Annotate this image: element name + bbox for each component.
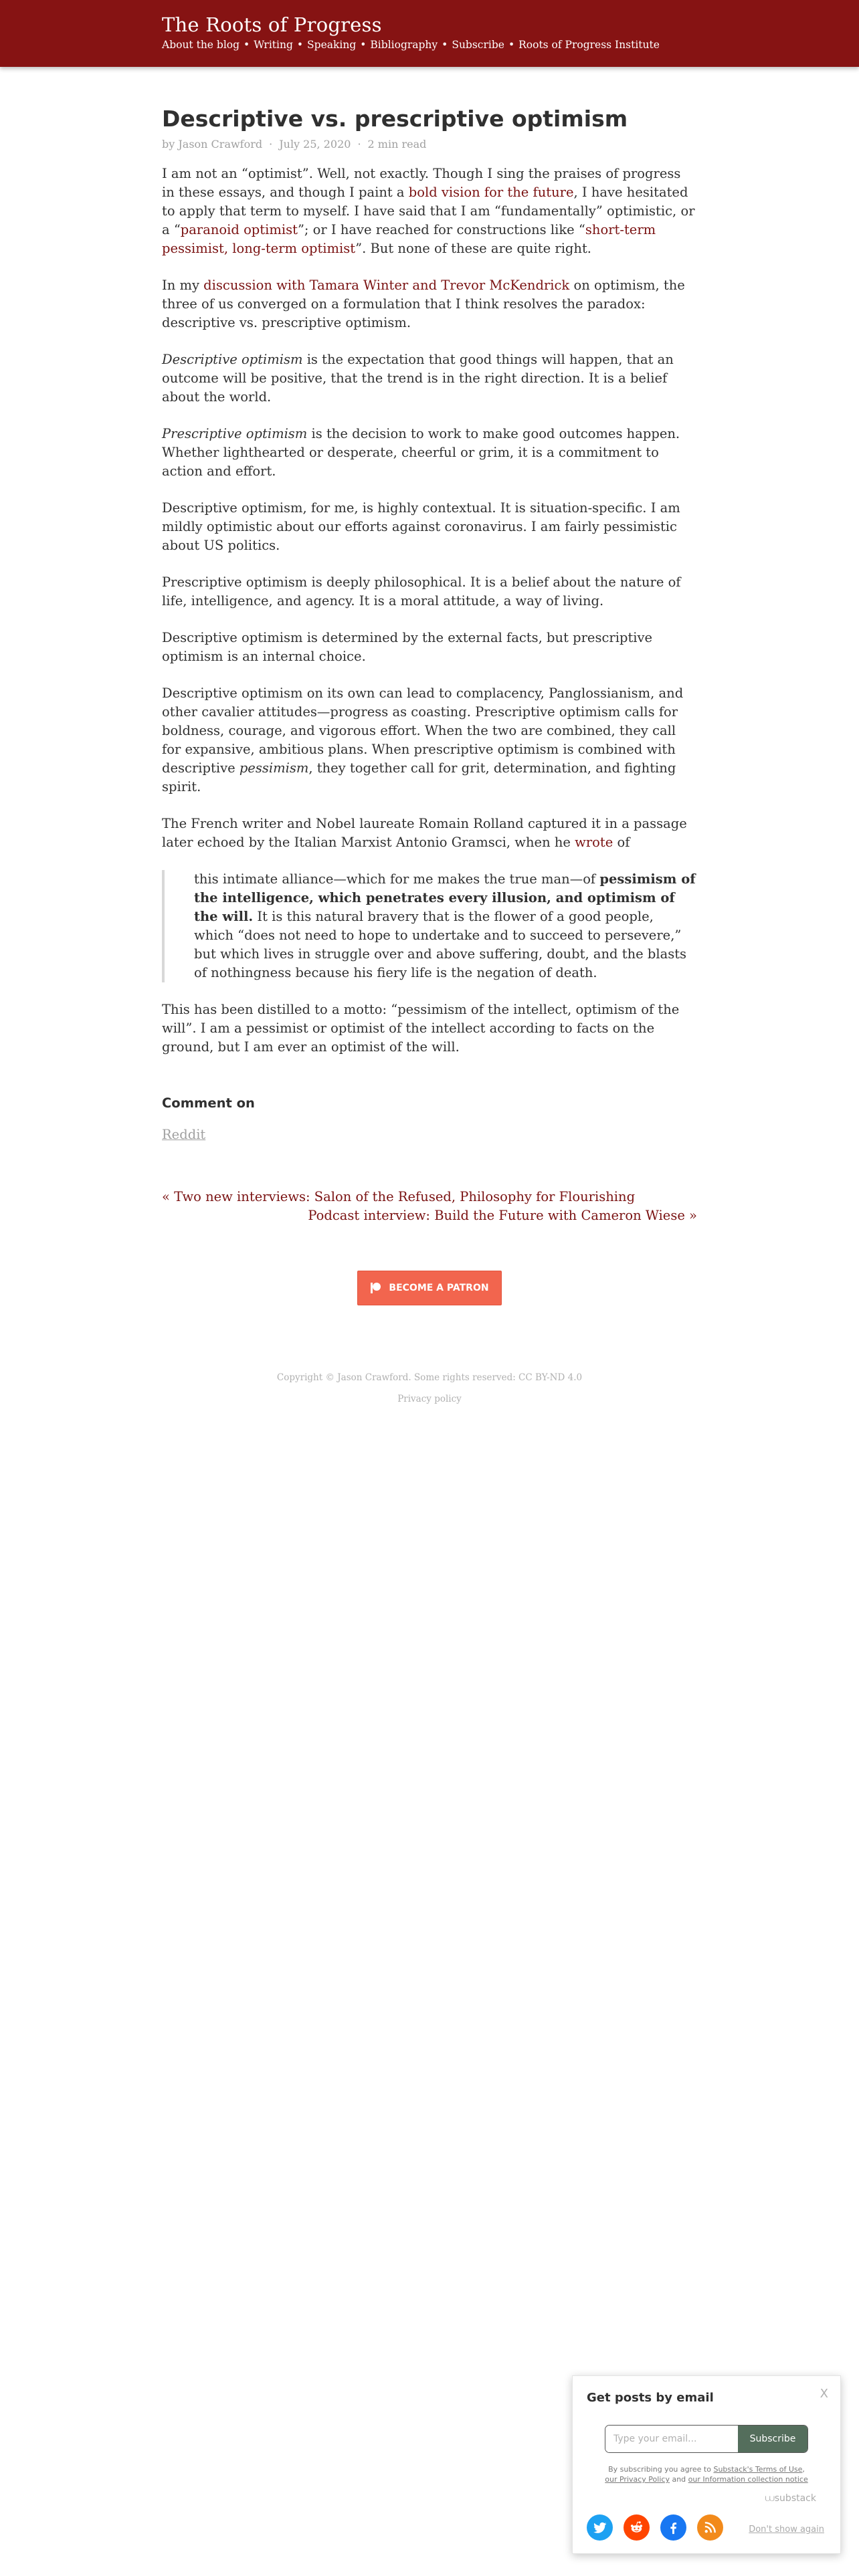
paragraph	[162, 425, 697, 481]
link-discussion[interactable]: discussion with Tamara Winter and Trevor McKendrick	[203, 278, 570, 293]
nav-institute[interactable]: Roots of Progress Institute	[518, 39, 660, 51]
post-navigation	[162, 1188, 697, 1225]
patron-label: BECOME A PATRON	[389, 1283, 489, 1293]
text: ”; or I have reached for constructions like “	[297, 222, 585, 237]
become-patron-button[interactable]	[357, 1271, 502, 1305]
paragraph: Descriptive optimism is determined by the external facts, but prescriptive optimism is an internal choice.	[162, 630, 653, 664]
article	[162, 104, 697, 1410]
nav-separator: •	[360, 39, 367, 51]
patron-section	[162, 1271, 697, 1305]
nav-bibliography[interactable]: Bibliography	[370, 39, 438, 51]
next-post-link[interactable]: Podcast interview: Build the Future with Cameron Wiese »	[308, 1208, 697, 1223]
link-bold-vision[interactable]: bold vision for the future	[408, 185, 574, 200]
text: and	[669, 2475, 688, 2484]
terms-link[interactable]: Substack's Terms of Use	[713, 2465, 803, 2474]
substack-icon: ⩊	[765, 2493, 775, 2504]
patreon-icon	[370, 1282, 382, 1294]
email-subscribe-popup	[572, 2375, 841, 2554]
nav-separator: •	[442, 39, 448, 51]
twitter-icon[interactable]	[587, 2514, 613, 2541]
text: It is this natural bravery that is the flower of a good people, which “does not need to hope to undertake and to succeed to persevere,” but which lives in struggle over and above suffering, doubt, and the blasts of nothingness because his fiery life is the negation of death.	[194, 909, 687, 980]
privacy-policy-link[interactable]: Privacy policy	[397, 1394, 462, 1404]
text: I am not an “optimist”. Well, not exactly. Though I sing the praises of progress in these essays, and though I paint a	[162, 166, 681, 200]
nav-writing[interactable]: Writing	[254, 39, 293, 51]
link-short-term-pessimist[interactable]: short-term pessimist, long-term optimist	[162, 222, 656, 256]
paragraph	[162, 815, 697, 852]
privacy-link[interactable]: our Privacy Policy	[605, 2475, 670, 2484]
paragraph: Prescriptive optimism is deeply philosophical. It is a belief about the nature of life, intelligence, and agency. It is a moral attitude, a way of living.	[162, 574, 681, 609]
social-share	[587, 2514, 734, 2541]
notice-link[interactable]: our Information collection notice	[688, 2475, 808, 2484]
link-paranoid-optimist[interactable]: paranoid optimist	[180, 222, 298, 237]
nav-speaking[interactable]: Speaking	[307, 39, 357, 51]
comment-heading: Comment on	[162, 1095, 255, 1111]
paragraph	[162, 350, 697, 407]
post-date: July 25, 2020	[279, 138, 351, 150]
nav-subscribe[interactable]: Subscribe	[452, 39, 504, 51]
post-author: by Jason Crawford	[162, 138, 263, 150]
popup-title: Get posts by email	[587, 2391, 714, 2405]
site-title[interactable]: The Roots of Progress	[162, 13, 382, 36]
text: ”. But none of these are quite right.	[355, 241, 592, 256]
prev-post-link[interactable]: « Two new interviews: Salon of the Refused, Philosophy for Flourishing	[162, 1189, 636, 1204]
email-input[interactable]	[605, 2426, 738, 2452]
popup-legal-text	[586, 2464, 827, 2484]
site-header	[0, 0, 859, 67]
post-body	[162, 165, 697, 1057]
nav-about[interactable]: About the blog	[162, 39, 240, 51]
text: is the expectation that good things will happen, that an outcome will be positive, that the trend is in the right direction. It is a belief about the world.	[162, 352, 674, 405]
brand-text: substack	[774, 2493, 816, 2504]
meta-separator: ·	[269, 138, 273, 150]
reddit-comment-link[interactable]: Reddit	[162, 1127, 206, 1142]
text: The French writer and Nobel laureate Romain Rolland captured it in a passage later echoed by the Italian Marxist Antonio Gramsci, when he	[162, 816, 687, 850]
paragraph	[162, 684, 697, 796]
emphasis: pessimism	[239, 760, 309, 776]
term-descriptive-optimism: Descriptive optimism	[162, 352, 303, 367]
text: is the decision to work to make good outcomes happen. Whether lighthearted or desperate, cheerful or grim, it is a commitment to action and effort.	[162, 426, 680, 479]
footer	[162, 1367, 697, 1410]
paragraph	[162, 276, 697, 332]
nav-separator: •	[296, 39, 304, 51]
link-wrote[interactable]: wrote	[575, 835, 613, 850]
text: By subscribing you agree to	[608, 2465, 714, 2474]
blockquote	[162, 870, 697, 982]
paragraph: Descriptive optimism, for me, is highly contextual. It is situation-specific. I am mildly optimistic about our efforts against coronavirus. I am fairly pessimistic about US politics.	[162, 500, 680, 553]
quote-text	[194, 870, 697, 982]
rss-icon[interactable]	[697, 2514, 723, 2541]
text: ,	[802, 2465, 805, 2474]
text: on optimism, the three of us converged on a formulation that I think resolves the paradox: descriptive vs. prescriptive optimism.	[162, 278, 685, 330]
text: Descriptive optimism on its own can lead to complacency, Panglossianism, and other cavalier attitudes—progress as coasting. Prescriptive optimism calls for boldness, courage, and vigorous effort. When the two are combined, they call for expansive, ambitious plans. When prescriptive optimism is combined with descriptive	[162, 685, 684, 776]
site-nav	[162, 39, 660, 51]
text: In my	[162, 278, 204, 293]
subscribe-button[interactable]: Subscribe	[738, 2426, 807, 2452]
subscribe-form	[605, 2425, 808, 2453]
paragraph: This has been distilled to a motto: “pessimism of the intellect, optimism of the will”. I am a pessimist or optimist of the intellect according to facts on the ground, but I am ever an optimist of the will.	[162, 1002, 680, 1055]
facebook-icon[interactable]	[660, 2514, 686, 2541]
post-read-time: 2 min read	[367, 138, 427, 150]
post-meta	[162, 136, 697, 152]
quote-bold: pessimism of the intelligence, which penetrates every illusion, and optimism of the will.	[194, 871, 696, 924]
nav-separator: •	[508, 39, 515, 51]
substack-brand[interactable]	[765, 2493, 816, 2504]
term-prescriptive-optimism: Prescriptive optimism	[162, 426, 308, 441]
post-title: Descriptive vs. prescriptive optimism	[162, 106, 628, 132]
reddit-icon[interactable]	[624, 2514, 650, 2541]
dont-show-again-link[interactable]: Don't show again	[749, 2525, 824, 2535]
text: this intimate alliance—which for me makes the true man—of	[194, 871, 600, 887]
copyright: Copyright © Jason Crawford. Some rights reserved: CC BY-ND 4.0	[276, 1372, 583, 1383]
meta-separator: ·	[357, 138, 361, 150]
close-icon[interactable]: X	[820, 2387, 828, 2401]
text: of	[613, 835, 630, 850]
nav-separator: •	[244, 39, 250, 51]
paragraph	[162, 165, 697, 258]
text: , they together call for grit, determination, and fighting spirit.	[162, 760, 676, 794]
text: , I have hesitated to apply that term to myself. I have said that I am “fundamentally” optimistic, or a “	[162, 185, 695, 237]
